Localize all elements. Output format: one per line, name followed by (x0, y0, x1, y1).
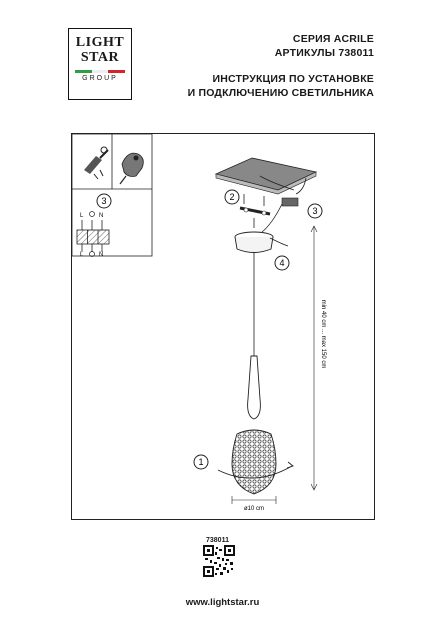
instruction-title (188, 72, 374, 100)
terminal-block-icon (77, 194, 111, 258)
footer-article-number: 738011 (206, 537, 229, 544)
logo-line1: LIGHT (75, 35, 125, 50)
brand-logo (68, 28, 132, 100)
terminal-label-n-bottom: N (99, 252, 104, 258)
terminal-label-l-bottom: L (80, 252, 84, 258)
logo-line3: GROUP (82, 75, 118, 82)
series-name: СЕРИЯ ACRILE (292, 33, 374, 45)
mesh-shade (232, 430, 276, 494)
instruction-line2: И ПОДКЛЮЧЕНИЮ СВЕТИЛЬНИКА (187, 87, 374, 99)
callout-1: 1 (198, 457, 204, 467)
terminal-label-l-top: L (80, 213, 84, 219)
screwdriver-icon (84, 147, 108, 179)
canopy (235, 232, 288, 253)
qr-code (203, 545, 235, 577)
mounting-bracket (240, 194, 270, 228)
italian-flag-stripe (75, 70, 125, 73)
installation-diagram-frame (71, 133, 375, 520)
series-header (275, 32, 374, 60)
width-dimension-label: ø10 cm (243, 506, 265, 512)
instruction-line1: ИНСТРУКЦИЯ ПО УСТАНОВКЕ (212, 73, 374, 85)
article-numbers: АРТИКУЛЫ 738011 (274, 47, 374, 59)
installation-diagram (72, 134, 376, 521)
callout-2: 2 (229, 192, 235, 202)
website-link[interactable]: www.lightstar.ru (185, 597, 260, 608)
callout-3-left: 3 (101, 196, 107, 206)
ceiling-mount (216, 158, 316, 194)
callout-3-right: 3 (312, 206, 318, 216)
lamp-holder (248, 356, 261, 419)
terminal-label-n-top: N (99, 213, 104, 219)
height-dimension-label: min 40 cm ... max 150 cm (320, 299, 326, 369)
logo-line2: STAR (80, 50, 120, 65)
hand-tool-icon (120, 153, 143, 184)
callout-4: 4 (279, 258, 285, 268)
